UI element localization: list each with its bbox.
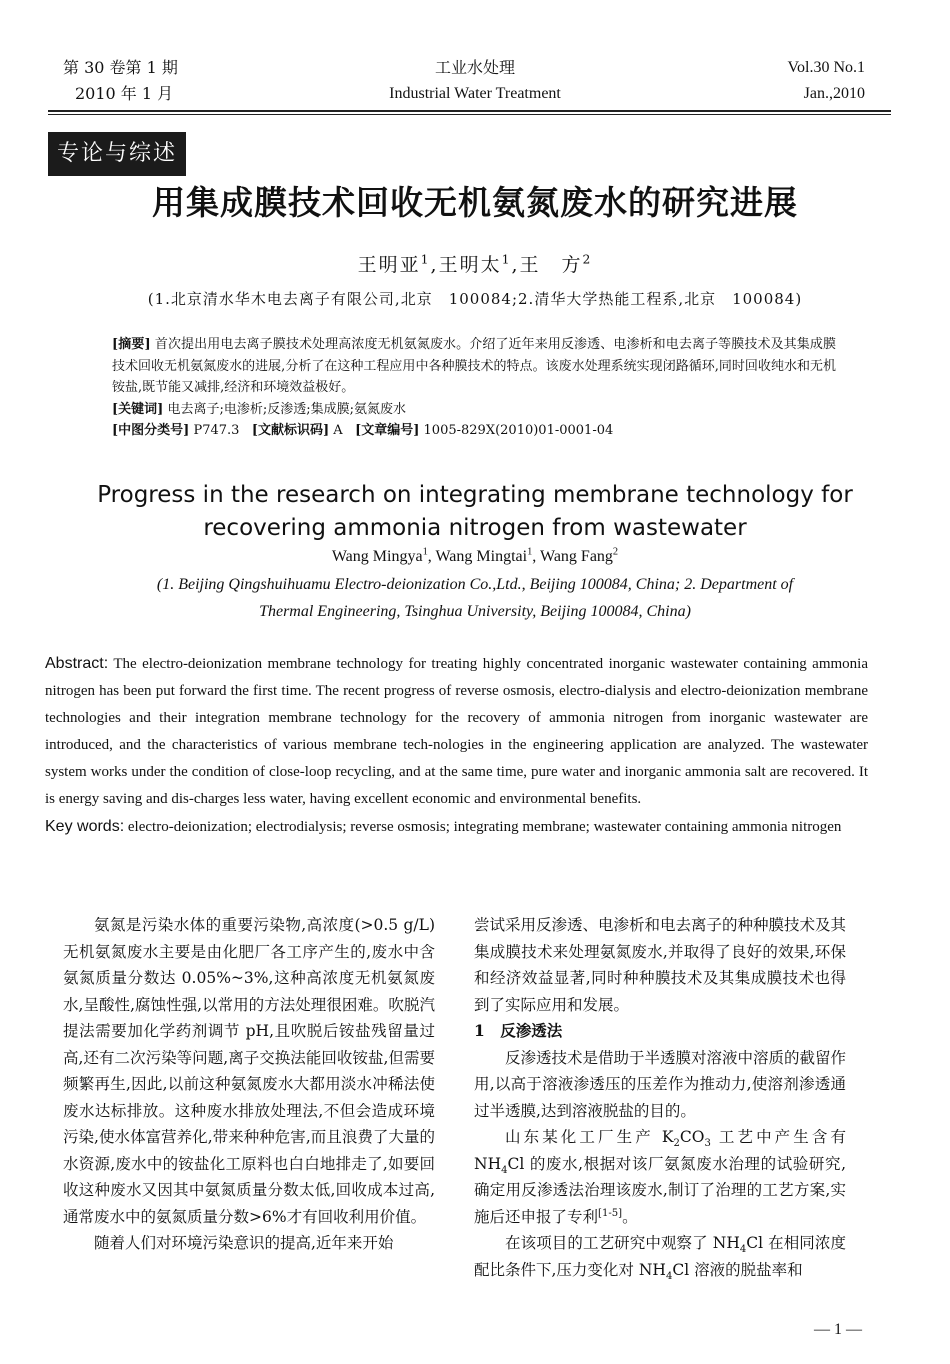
abstract-cn-text: 首次提出用电去离子膜技术处理高浓度无机氨氮废水。介绍了近年来用反渗透、电渗析和电去离子等膜技术及其集成膜技术回收无机氨氮废水的进展,分析了在这种工程应用中各种膜技术的特点。该废水处理系统实现闭路循环,同时回收纯水和无机铵盐,既节能又减排,经济和环境效益极好。 xyxy=(112,337,836,395)
author-en-2: Wang Mingtai xyxy=(435,548,528,565)
keywords-en-label: Key words: xyxy=(45,818,125,835)
text-run: 山东某化工厂生产 K xyxy=(505,1128,674,1146)
body-paragraph: 尝试采用反渗透、电渗析和电去离子的种种膜技术及其集成膜技术来处理氨氮废水,并取得了良好的效果,环保和经济效益显著,同时种种膜技术及其集成膜技术也得到了实际应用和发展。 xyxy=(474,916,847,1014)
clc-value: P747.3 xyxy=(193,423,240,438)
text-run: 工艺中产生含有 NH xyxy=(474,1128,846,1173)
header-rule xyxy=(48,110,891,115)
affiliation-en xyxy=(0,571,950,625)
affiliation-en-line2: Thermal Engineering, Tsinghua University, Beijing 100084, China) xyxy=(259,603,691,620)
subscript: 3 xyxy=(704,1138,711,1150)
body-left-column xyxy=(63,912,435,1257)
body-paragraph xyxy=(474,1124,846,1230)
title-en: Progress in the research on integrating membrane technology for recovering ammonia nitrogen from wastewater xyxy=(97,482,853,541)
body-paragraph: 氨氮是污染水体的重要污染物,高浓度(>0.5 g/L)无机氨氮废水主要是由化肥厂各工序产生的,废水中含氨氮质量分数达 0.05%~3%,这种高浓度无机氨氮废水,呈酸性,腐蚀性强,以常用的方法处理很困难。吹脱汽提法需要加化学药剂调节 pH,且吹脱后铵盐残留量过高,还有二次污染等问题,离子交换法能回收铵盐,但需要频繁再生,因此,以前这种氨氮废水大都用淡水冲稀法使废水达标排放。这种废水排放处理法,不但会造成环境污染,使水体富营养化,带来种种危害,而且浪费了大量的水资源,废水中的铵盐化工原料也白白地排走了,如要回收这种废水又因其中氨氮质量分数太低,回收成本过高,通常废水中的氨氮质量分数>6%才有回收利用价值。 xyxy=(63,916,435,1226)
author-cn-3-sup: 2 xyxy=(582,252,593,267)
abstract-cn xyxy=(112,334,836,442)
page-number: — 1 — xyxy=(814,1321,862,1338)
author-en-1: Wang Mingya xyxy=(331,548,423,565)
author-en-1-sup: 1 xyxy=(422,546,428,558)
abstract-en xyxy=(45,650,868,841)
journal-en: Industrial Water Treatment xyxy=(389,85,561,102)
abstract-en-label: Abstract: xyxy=(45,655,109,672)
article-label: [文章编号] xyxy=(355,423,420,438)
body-paragraph: 反渗透技术是借助于半透膜对溶液中溶质的截留作用,以高于溶液渗透压的压差作为推动力,使溶剂渗透通过半透膜,达到溶液脱盐的目的。 xyxy=(474,1048,847,1120)
doc-label: [文献标识码] xyxy=(251,423,330,438)
volume-cn: 第 30 卷第 1 期 xyxy=(63,58,178,77)
authors-en: Wang Mingya$^1$, Wang Mingtai$^1$, Wang Fang$^2$ xyxy=(331,546,619,565)
column-tag: 专论与综述 xyxy=(48,132,186,176)
journal-cn: 工业水处理 xyxy=(434,58,515,77)
text-run: 。 xyxy=(622,1207,638,1226)
subscript: 4 xyxy=(665,1270,673,1282)
subscript: 4 xyxy=(739,1244,747,1256)
header-right xyxy=(788,55,866,107)
clc-label: [中图分类号] xyxy=(112,423,190,438)
affiliation-cn: (1.北京清水华木电去离子有限公司,北京 100084;2.清华大学热能工程系,北京 100084) xyxy=(147,290,803,308)
keywords-cn-label: [关键词] xyxy=(112,401,164,417)
doc-value: A xyxy=(333,423,343,438)
subscript: 2 xyxy=(673,1138,680,1150)
text-run: 在该项目的工艺研究中观察了 NH xyxy=(505,1234,740,1252)
text-run: Cl 在相同浓度配比条件下,压力变化对 NH xyxy=(474,1234,846,1279)
citation-ref: [1-5] xyxy=(598,1207,623,1219)
section-heading: 1 反渗透法 xyxy=(474,1021,563,1040)
article-value: 1005-829X(2010)01-0001-04 xyxy=(423,423,614,438)
authors-cn: 王明亚$^1$,王明太$^1$,王 方$^2$ xyxy=(357,252,593,276)
author-cn-2-sup: 1 xyxy=(501,252,512,267)
title-cn: 用集成膜技术回收无机氨氮废水的研究进展 xyxy=(152,183,798,222)
author-cn-1-sup: 1 xyxy=(420,252,431,267)
author-cn-1: 王明亚 xyxy=(357,254,421,276)
abstract-cn-label: [摘要] xyxy=(112,337,151,352)
author-en-3: Wang Fang xyxy=(540,548,613,565)
body-paragraph: 随着人们对环境污染意识的提高,近年来开始 xyxy=(94,1234,394,1252)
text-run: CO xyxy=(679,1128,705,1146)
abstract-en-text: The electro-deionization membrane technology for treating highly concentrated inorganic wastewater containing ammonia nitrogen has been put forward the first time. The recent progress of reverse osmosis, electro-dialysis and electro-deionization membrane technologies and their integration membrane technology for the recovery of ammonia nitrogen from inorganic wastewater are introduced, and the characteristics of various membrane tech-nologies in the engineering application are analyzed. The wastewater system works under the condition of close-loop recycling, and at the same time, pure water and inorganic ammonia salt are recovered. It is energy saving and dis-charges less water, having excellent economic and environmental benefits. xyxy=(45,656,868,807)
affiliation-en-line1: (1. Beijing Qingshuihuamu Electro-deionization Co.,Ltd., Beijing 100084, China; 2. Department of xyxy=(156,576,794,593)
text-run: Cl 溶液的脱盐率和 xyxy=(672,1260,803,1279)
author-en-3-sup: 2 xyxy=(612,546,619,558)
body-paragraph xyxy=(474,1230,846,1283)
text-run: Cl 的废水,根据对该厂氨氮废水治理的试验研究,确定用反渗透法治理该废水,制订了治理的工艺方案,实施后还申报了专利 xyxy=(474,1154,846,1226)
author-cn-2: 王明太 xyxy=(438,254,502,276)
date-cn: 2010 年 1 月 xyxy=(75,84,174,103)
keywords-cn: 电去离子;电渗析;反渗透;集成膜;氨氮废水 xyxy=(167,401,406,417)
volume-en: Vol.30 No.1 xyxy=(787,59,865,76)
author-en-2-sup: 1 xyxy=(527,546,533,558)
body-right-column xyxy=(474,912,846,1283)
keywords-en: electro-deionization; electrodialysis; reverse osmosis; integrating membrane; wastewater containing ammonia nitrogen xyxy=(127,819,842,835)
author-cn-3: 王 方 xyxy=(519,254,583,276)
date-en: Jan.,2010 xyxy=(803,85,865,102)
subscript: 4 xyxy=(501,1164,508,1176)
